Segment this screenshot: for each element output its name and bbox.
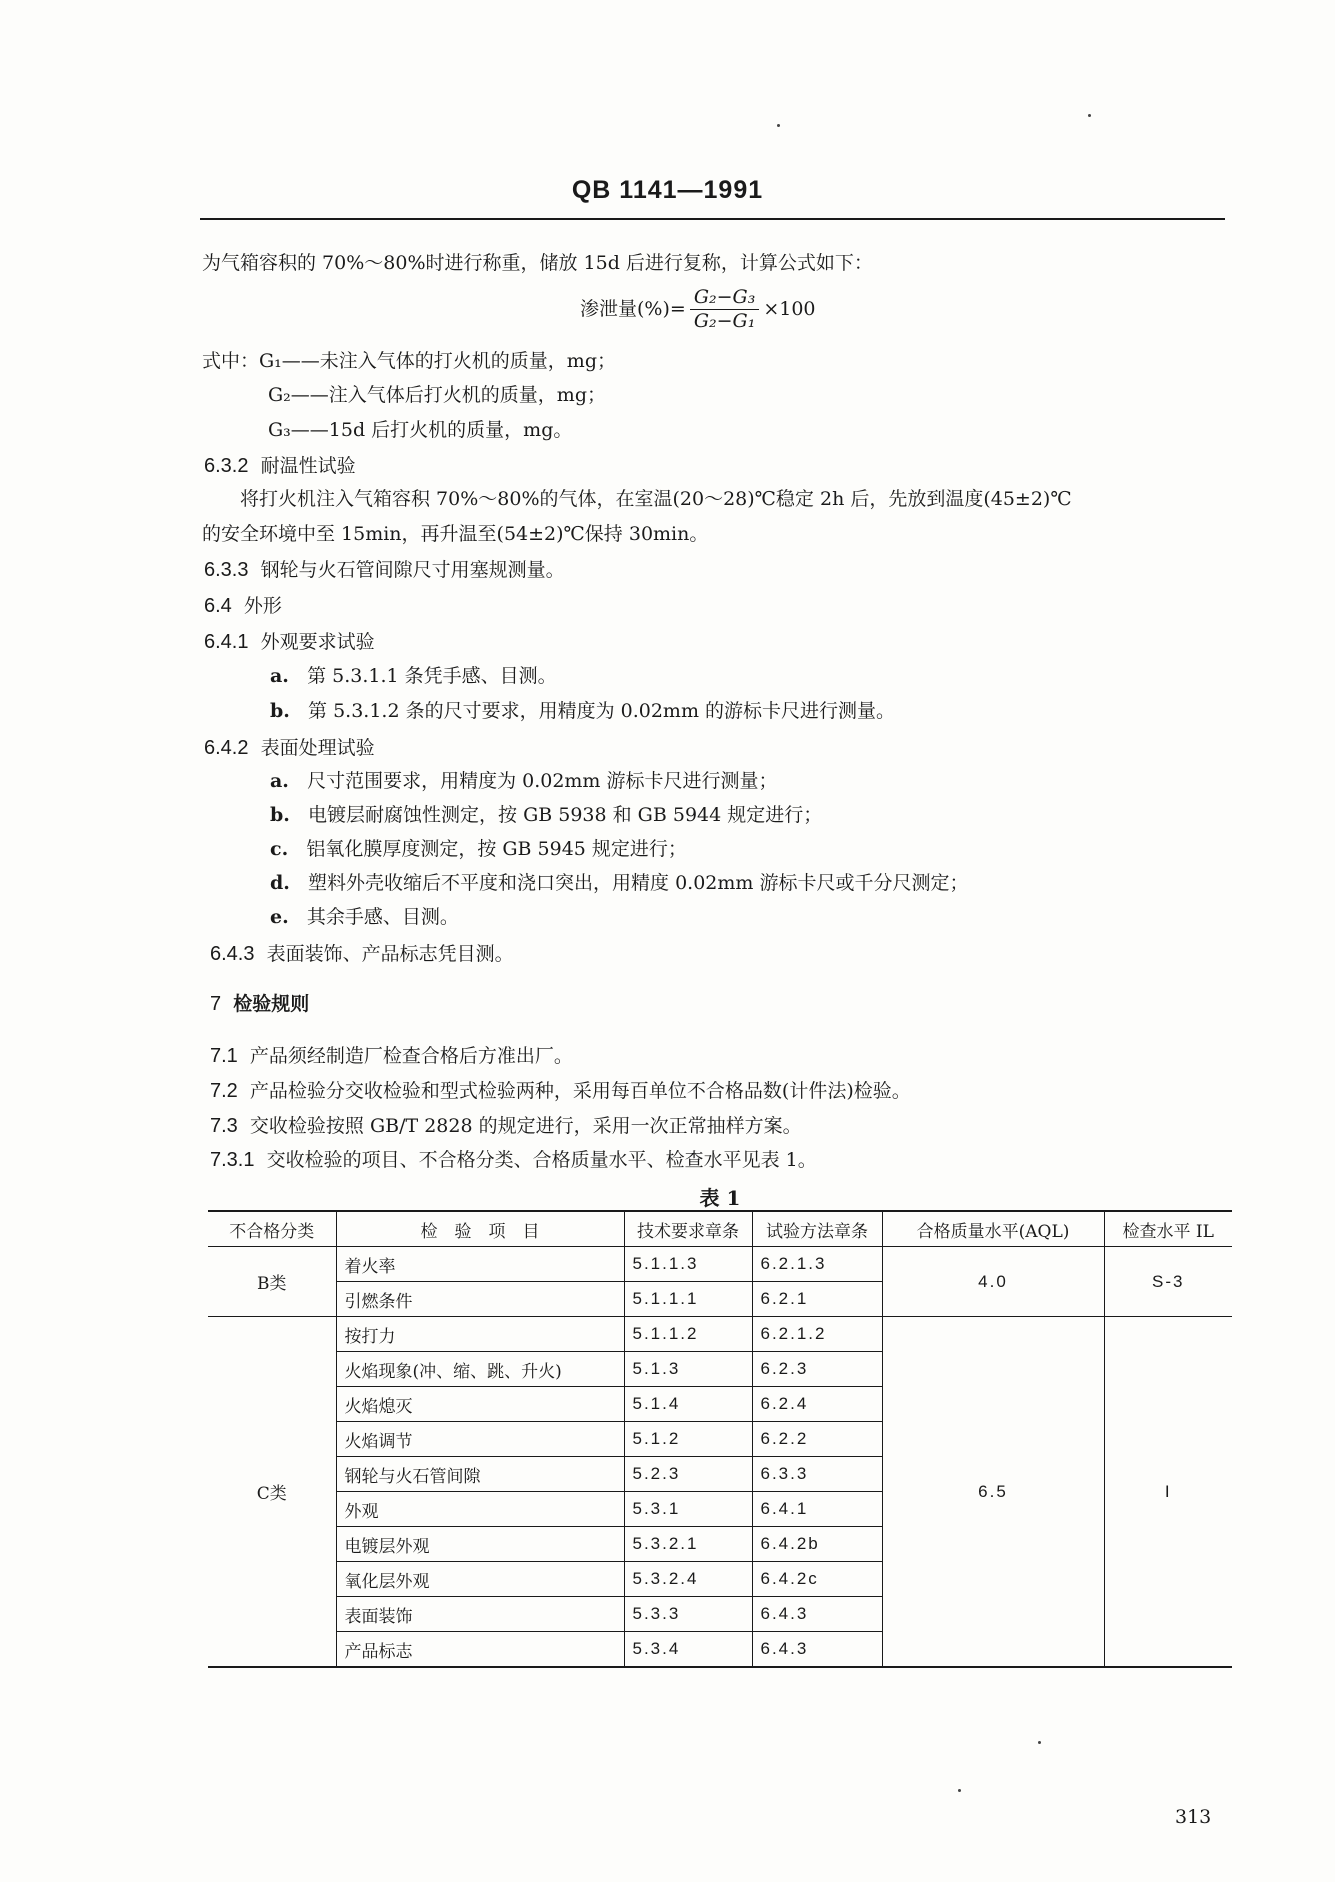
list-text: 第 5.3.1.1 条凭手感、目测。 xyxy=(307,665,557,687)
method-cell: 6.2.1.2 xyxy=(752,1317,882,1352)
list-item xyxy=(270,806,822,825)
section-7-heading xyxy=(210,994,309,1014)
section-text: 表面装饰、产品标志凭目测。 xyxy=(266,943,514,965)
list-text: 其余手感、目测。 xyxy=(306,906,459,928)
section-number: 6.4.2 xyxy=(204,737,249,759)
list-text: 铝氧化膜厚度测定，按 GB 5945 规定进行； xyxy=(306,838,687,860)
aql-cell: 4.0 xyxy=(882,1247,1104,1317)
list-key: b. xyxy=(270,804,290,826)
item-cell: 产品标志 xyxy=(336,1632,624,1668)
section-6-3-3 xyxy=(204,560,565,580)
item-cell: 外观 xyxy=(336,1492,624,1527)
section-number: 7.1 xyxy=(210,1045,238,1067)
section-text: 交收检验的项目、不合格分类、合格质量水平、检查水平见表 1。 xyxy=(266,1149,817,1171)
header-cell: 技术要求章条 xyxy=(624,1211,752,1247)
list-text: 塑料外壳收缩后不平度和浇口突出，用精度 0.02mm 游标卡尺或千分尺测定； xyxy=(308,872,969,894)
section-6-3-2-heading xyxy=(204,456,356,476)
item-cell: 按打力 xyxy=(336,1317,624,1352)
table-row xyxy=(208,1247,1232,1282)
scan-speck xyxy=(777,124,780,127)
method-cell: 6.4.1 xyxy=(752,1492,882,1527)
section-text: 钢轮与火石管间隙尺寸用塞规测量。 xyxy=(260,559,565,581)
section-title: 表面处理试验 xyxy=(260,737,375,759)
section-number: 6.4.3 xyxy=(210,943,255,965)
where-text: 注入气体后打火机的质量，mg； xyxy=(328,384,606,406)
header-cell: 检 验 项 目 xyxy=(336,1211,624,1247)
where-symbol: G₃—— xyxy=(268,419,329,441)
item-cell: 钢轮与火石管间隙 xyxy=(336,1457,624,1492)
list-item xyxy=(270,667,557,686)
header-rule xyxy=(200,218,1225,220)
list-text: 尺寸范围要求，用精度为 0.02mm 游标卡尺进行测量； xyxy=(307,770,778,792)
section-number: 7 xyxy=(210,993,222,1015)
section-number: 7.3 xyxy=(210,1115,238,1137)
formula xyxy=(580,288,816,331)
header-cell: 不合格分类 xyxy=(208,1211,336,1247)
req-cell: 5.1.1.3 xyxy=(624,1247,752,1282)
formula-tail: ×100 xyxy=(763,298,816,320)
list-key: b. xyxy=(270,700,290,722)
scan-speck xyxy=(1038,1741,1041,1744)
section-text: 外形 xyxy=(243,595,282,617)
table-row xyxy=(208,1317,1232,1352)
method-cell: 6.3.3 xyxy=(752,1457,882,1492)
section-7-2 xyxy=(210,1081,911,1101)
req-cell: 5.1.4 xyxy=(624,1387,752,1422)
where-symbol: 式中：G₁—— xyxy=(202,350,320,372)
item-cell: 火焰现象(冲、缩、跳、升火) xyxy=(336,1352,624,1387)
intro-line: 为气箱容积的 70%～80%时进行称重，储放 15d 后进行复称，计算公式如下： xyxy=(202,252,873,274)
list-key: a. xyxy=(270,665,289,687)
req-cell: 5.3.3 xyxy=(624,1597,752,1632)
req-cell: 5.3.4 xyxy=(624,1632,752,1668)
method-cell: 6.4.3 xyxy=(752,1597,882,1632)
item-cell: 火焰调节 xyxy=(336,1422,624,1457)
method-cell: 6.2.2 xyxy=(752,1422,882,1457)
section-text: 产品须经制造厂检查合格后方准出厂。 xyxy=(249,1045,573,1067)
page-number: 313 xyxy=(1175,1806,1212,1828)
section-number: 6.4.1 xyxy=(204,631,249,653)
where-text: 未注入气体的打火机的质量，mg； xyxy=(319,350,616,372)
list-item xyxy=(270,772,777,791)
list-key: a. xyxy=(270,770,289,792)
req-cell: 5.2.3 xyxy=(624,1457,752,1492)
section-6-4-2-heading xyxy=(204,738,375,758)
il-cell: I xyxy=(1104,1317,1232,1668)
header-cell: 检查水平 IL xyxy=(1104,1211,1232,1247)
section-number: 6.4 xyxy=(204,595,232,617)
item-cell: 表面装饰 xyxy=(336,1597,624,1632)
il-cell: S-3 xyxy=(1104,1247,1232,1317)
section-7-3 xyxy=(210,1116,802,1136)
req-cell: 5.1.1.2 xyxy=(624,1317,752,1352)
where-line-2 xyxy=(268,386,606,405)
req-cell: 5.3.2.1 xyxy=(624,1527,752,1562)
method-cell: 6.2.4 xyxy=(752,1387,882,1422)
where-text: 15d 后打火机的质量，mg。 xyxy=(328,419,573,441)
section-6-4-3 xyxy=(210,944,514,964)
formula-lhs: 渗泄量(%)= xyxy=(580,298,686,320)
section-6-4 xyxy=(204,596,282,616)
method-cell: 6.4.2c xyxy=(752,1562,882,1597)
header-cell: 合格质量水平(AQL) xyxy=(882,1211,1104,1247)
section-text: 交收检验按照 GB/T 2828 的规定进行，采用一次正常抽样方案。 xyxy=(249,1115,802,1137)
formula-denominator: G₂−G₁ xyxy=(693,310,756,332)
list-text: 第 5.3.1.2 条的尺寸要求，用精度为 0.02mm 的游标卡尺进行测量。 xyxy=(308,700,896,722)
list-item xyxy=(270,908,459,927)
section-number: 7.2 xyxy=(210,1080,238,1102)
where-line-1 xyxy=(202,352,616,371)
section-number: 6.3.2 xyxy=(204,455,249,477)
where-line-3 xyxy=(268,421,572,440)
table-caption: 表 1 xyxy=(699,1186,741,1210)
scan-speck xyxy=(958,1789,961,1792)
aql-cell: 6.5 xyxy=(882,1317,1104,1668)
item-cell: 火焰熄灭 xyxy=(336,1387,624,1422)
section-number: 7.3.1 xyxy=(210,1149,255,1171)
class-cell: C类 xyxy=(208,1317,336,1668)
list-item xyxy=(270,874,968,893)
section-title: 检验规则 xyxy=(233,993,310,1015)
method-cell: 6.4.2b xyxy=(752,1527,882,1562)
item-cell: 引燃条件 xyxy=(336,1282,624,1317)
section-7-1 xyxy=(210,1046,573,1066)
section-6-3-2-para-1: 将打火机注入气箱容积 70%～80%的气体，在室温(20～28)℃稳定 2h 后，先放到温度(45±2)℃ xyxy=(240,488,1072,510)
method-cell: 6.2.3 xyxy=(752,1352,882,1387)
method-cell: 6.2.1 xyxy=(752,1282,882,1317)
inspection-table xyxy=(208,1210,1232,1668)
section-7-3-1 xyxy=(210,1150,817,1170)
item-cell: 着火率 xyxy=(336,1247,624,1282)
class-cell: B类 xyxy=(208,1247,336,1317)
req-cell: 5.1.2 xyxy=(624,1422,752,1457)
list-item xyxy=(270,702,895,721)
section-number: 6.3.3 xyxy=(204,559,249,581)
section-title: 外观要求试验 xyxy=(260,631,375,653)
section-title: 耐温性试验 xyxy=(260,455,356,477)
page-header-code: QB 1141—1991 xyxy=(571,176,764,204)
method-cell: 6.4.3 xyxy=(752,1632,882,1668)
req-cell: 5.1.1.1 xyxy=(624,1282,752,1317)
section-6-4-1-heading xyxy=(204,632,375,652)
req-cell: 5.1.3 xyxy=(624,1352,752,1387)
list-key: d. xyxy=(270,872,290,894)
req-cell: 5.3.1 xyxy=(624,1492,752,1527)
table-header-row xyxy=(208,1211,1232,1247)
list-key: e. xyxy=(270,906,289,928)
formula-fraction xyxy=(690,288,760,331)
method-cell: 6.2.1.3 xyxy=(752,1247,882,1282)
section-6-3-2-para-2: 的安全环境中至 15min，再升温至(54±2)℃保持 30min。 xyxy=(202,523,709,545)
list-item xyxy=(270,840,687,859)
scan-speck xyxy=(1088,114,1091,117)
list-text: 电镀层耐腐蚀性测定，按 GB 5938 和 GB 5944 规定进行； xyxy=(308,804,823,826)
formula-numerator: G₂−G₃ xyxy=(690,288,760,310)
where-symbol: G₂—— xyxy=(268,384,329,406)
section-text: 产品检验分交收检验和型式检验两种，采用每百单位不合格品数(计件法)检验。 xyxy=(249,1080,911,1102)
item-cell: 电镀层外观 xyxy=(336,1527,624,1562)
list-key: c. xyxy=(270,838,289,860)
req-cell: 5.3.2.4 xyxy=(624,1562,752,1597)
header-cell: 试验方法章条 xyxy=(752,1211,882,1247)
item-cell: 氧化层外观 xyxy=(336,1562,624,1597)
